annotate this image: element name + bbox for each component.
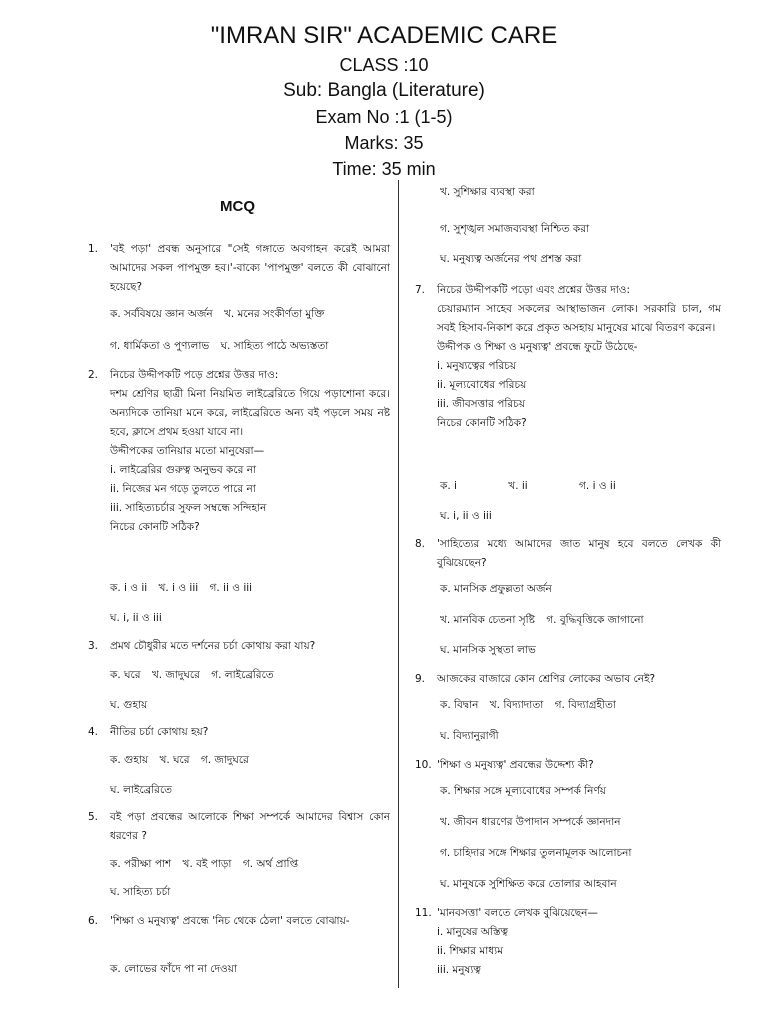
- option-b: খ. মনের সংকীর্ণতা মুক্তি: [223, 308, 325, 320]
- statement-iii: iii. সাহিত্যচর্চার সুফল সম্বন্ধে সন্দিহান: [110, 502, 267, 514]
- question-ask: নিচের কোনটি সঠিক?: [437, 417, 527, 429]
- option-d: ঘ. i, ii ও iii: [440, 510, 492, 522]
- option-b: খ. জাদুঘরে: [151, 669, 200, 681]
- question-stem: নিচের উদ্দীপকটি পড়ে প্রশ্নের উত্তর দাও:: [110, 369, 279, 381]
- class-label: CLASS :10: [339, 55, 429, 75]
- option-b: খ. i ও iii: [158, 582, 199, 594]
- statement-iii: iii. জীবসত্তার পরিচয়: [437, 398, 526, 410]
- options-row: [110, 884, 170, 900]
- option-c: গ. অর্থ প্রাপ্তি: [242, 858, 299, 870]
- option-a: ক. পরীক্ষা পাশ: [110, 858, 172, 870]
- option-a: ক. শিক্ষার সঙ্গে মূল্যবোধের সম্পর্ক নির্ণয়: [440, 785, 606, 797]
- option-a: ক. i: [440, 480, 457, 492]
- option-a: ক. মানসিক প্রফুল্লতা অর্জন: [440, 583, 552, 595]
- question-number: 6.: [88, 915, 99, 927]
- statement-ii: ii. মূল্যবোধের পরিচয়: [437, 379, 527, 391]
- option-c: গ. জাদুঘরে: [200, 754, 249, 766]
- option-c: গ. ধার্মিকতা ও পুণ্যলাভ: [110, 340, 210, 352]
- option-b: খ. বই পাড়া: [182, 858, 232, 870]
- options-row: [110, 697, 147, 713]
- option-d: ঘ. লাইব্রেরিতে: [110, 784, 173, 796]
- question-stem: নীতির চর্চা কোথায় হয়?: [110, 726, 209, 738]
- options-row: [440, 814, 621, 830]
- time-label: Time: 35 min: [332, 159, 436, 179]
- section-title: MCQ: [220, 198, 255, 215]
- question-6: [88, 912, 390, 931]
- option-d: ঘ. মানসিক সুস্থতা লাভ: [440, 644, 536, 656]
- column-divider: [398, 180, 399, 988]
- statement-i: i. মানুষের অস্তিত্ব: [437, 926, 508, 938]
- question-number: 11.: [415, 907, 432, 919]
- question-number: 5.: [88, 811, 99, 823]
- statement-iii: iii. মনুষ্যত্ব: [437, 964, 481, 976]
- options-row: [440, 783, 606, 799]
- question-7: [415, 281, 721, 433]
- stimulus-passage: দশম শ্রেণির ছাত্রী মিনা নিয়মিত লাইব্রেরিতে গিয়ে পড়াশোনা করে। অন্যদিকে তানিয়া মনে করে, লাইব্রেরিতে অন্য বই পড়লে সময় নষ্ট হবে, ক্লাসে প্রথম হওয়া যাবে না।: [110, 388, 390, 438]
- option-c: গ. সুশৃঙ্খল সমাজব্যবস্থা নিশ্চিত করা: [440, 223, 590, 235]
- option-b: খ. ii: [508, 480, 528, 492]
- options-row: [110, 610, 162, 626]
- marks-label: Marks: 35: [344, 133, 424, 153]
- options-row: [440, 184, 535, 200]
- options-row: [440, 508, 492, 524]
- options-row: [440, 728, 499, 744]
- option-c: গ. i ও ii: [579, 480, 616, 492]
- question-number: 4.: [88, 726, 99, 738]
- option-a: ক. i ও ii: [110, 582, 148, 594]
- option-d: ঘ. মনুষ্যত্ব অর্জনের পথ প্রশস্ত করা: [440, 253, 582, 265]
- option-d: ঘ. মানুষকে সুশিক্ষিত করে তোলার আহবান: [440, 878, 617, 890]
- option-c: গ. চাহিদার সঙ্গে শিক্ষার তুলনামূলক আলোচনা: [440, 847, 632, 859]
- question-4: [88, 723, 390, 742]
- statement-ii: ii. নিজের মন গড়ে তুলতে পারে না: [110, 483, 256, 495]
- options-row: [440, 612, 644, 628]
- option-d: ঘ. সাহিত্য পাঠে অভ্যস্ততা: [220, 340, 329, 352]
- options-row: [440, 642, 536, 658]
- option-b: খ. সুশিক্ষার ব্যবস্থা করা: [440, 186, 535, 198]
- option-c: গ. ii ও iii: [209, 582, 253, 594]
- question-number: 1.: [88, 243, 99, 255]
- question-stem: 'শিক্ষা ও মনুষ্যত্ব' প্রবন্ধের উদ্দেশ্য কী?: [437, 759, 594, 771]
- option-a: ক. লোভের ফাঁদে পা না দেওয়া: [110, 963, 237, 975]
- statement-ii: ii. শিক্ষার মাধ্যম: [437, 945, 504, 957]
- question-stem: 'বই পড়া' প্রবন্ধ অনুসারে "সেই গঙ্গাতে অবগাহন করেই আমরা আমাদের সকল পাপমুক্ত হব।'-বাক্যে 'পাপমুক্ত' বলতে কী বোঝানো হয়েছে?: [110, 243, 390, 293]
- option-d: ঘ. সাহিত্য চর্চা: [110, 886, 171, 898]
- question-stem: বই পড়া প্রবন্ধের আলোকে শিক্ষা সম্পর্কে আমাদের বিশ্বাস কোন ধরণের ?: [110, 811, 390, 842]
- option-b: খ. জীবন ধারণের উপাদান সম্পর্কে জ্ঞানদান: [440, 816, 621, 828]
- options-row: [440, 697, 616, 713]
- options-row: [440, 251, 581, 267]
- options-row: [110, 961, 237, 977]
- question-stem: 'সাহিত্যের মধ্যে আমাদের জাত মানুষ হবে বলতে লেখক কী বুঝিয়েছেন?: [437, 538, 721, 569]
- question-number: 7.: [415, 284, 426, 296]
- options-row: [440, 221, 589, 237]
- options-row: [110, 856, 298, 872]
- option-d: ঘ. গুহায়: [110, 699, 148, 711]
- question-stem: 'মানবসত্তা' বলতে লেখক বুঝিয়েছেন—: [437, 907, 598, 919]
- question-number: 9.: [415, 673, 426, 685]
- question-number: 8.: [415, 538, 426, 550]
- statement-i: i. মনুষ্যত্বের পরিচয়: [437, 360, 517, 372]
- options-row: [110, 782, 172, 798]
- question-stem: আজকের বাজারে কোন শ্রেণির লোকের অভাব নেই?: [437, 673, 656, 685]
- option-d: ঘ. বিদ্যানুরাগী: [440, 730, 499, 742]
- options-row: [440, 876, 617, 892]
- option-d: ঘ. i, ii ও iii: [110, 612, 162, 624]
- question-lead: উদ্দীপকের তানিয়ার মতো মানুষেরা—: [110, 445, 265, 457]
- question-number: 10.: [415, 759, 432, 771]
- question-stem: নিচের উদ্দীপকটি পড়ো এবং প্রশ্নের উত্তর দাও:: [437, 284, 631, 296]
- question-9: [415, 670, 721, 689]
- option-a: ক. গুহায়: [110, 754, 149, 766]
- options-row: [110, 580, 252, 596]
- statement-i: i. লাইব্রেরির গুরুত্ব অনুভব করে না: [110, 464, 257, 476]
- academy-title: "IMRAN SIR" ACADEMIC CARE: [210, 22, 558, 49]
- question-ask: নিচের কোনটি সঠিক?: [110, 521, 200, 533]
- question-2: [88, 366, 390, 537]
- question-5: [88, 808, 390, 846]
- options-row: [440, 581, 552, 597]
- option-b: খ. বিদ্যাদাতা: [489, 699, 544, 711]
- options-row: [440, 845, 631, 861]
- question-8: [415, 535, 721, 573]
- question-11: [415, 904, 721, 980]
- option-c: গ. লাইব্রেরিতে: [211, 669, 274, 681]
- options-row: [110, 306, 324, 322]
- exam-header: [0, 20, 768, 182]
- option-c: গ. বিদ্যাগ্রহীতা: [554, 699, 616, 711]
- options-row: [110, 338, 328, 354]
- question-3: [88, 637, 390, 656]
- options-row: [440, 478, 616, 494]
- question-stem: 'শিক্ষা ও মনুষ্যত্ব' প্রবন্ধে 'নিচ থেকে ঠেলা' বলতে বোঝায়-: [110, 915, 350, 927]
- question-lead: উদ্দীপক ও শিক্ষা ও মনুষ্যত্ব' প্রবন্ধে ফুটে উঠেছে-: [437, 341, 638, 353]
- option-b: খ. মানবিক চেতনা সৃষ্টি: [440, 614, 535, 626]
- options-row: [110, 752, 249, 768]
- option-a: ক. ঘরে: [110, 669, 141, 681]
- option-c: গ. বুদ্ধিবৃত্তিকে জাগানো: [546, 614, 644, 626]
- question-number: 2.: [88, 369, 99, 381]
- question-1: [88, 240, 390, 297]
- option-b: খ. ঘরে: [159, 754, 190, 766]
- question-number: 3.: [88, 640, 99, 652]
- option-a: ক. বিদ্বান: [440, 699, 479, 711]
- stimulus-passage: চেয়ারম্যান সাহেব সকলের আস্থাভাজন লোক। সরকারি চাল, গম সবই হিসাব-নিকাশ করে প্রকৃত অসহায় মানুষের মাঝে বিতরণ করেন।: [437, 303, 721, 334]
- question-10: [415, 756, 721, 775]
- question-stem: প্রমথ চৌধুরীর মতে দর্শনের চর্চা কোথায় করা যায়?: [110, 640, 316, 652]
- exam-number: Exam No :1 (1-5): [315, 107, 453, 127]
- option-a: ক. সর্ববিষয়ে জ্ঞান অর্জন: [110, 308, 213, 320]
- options-row: [110, 667, 274, 683]
- subject-label: Sub: Bangla (Literature): [283, 80, 485, 101]
